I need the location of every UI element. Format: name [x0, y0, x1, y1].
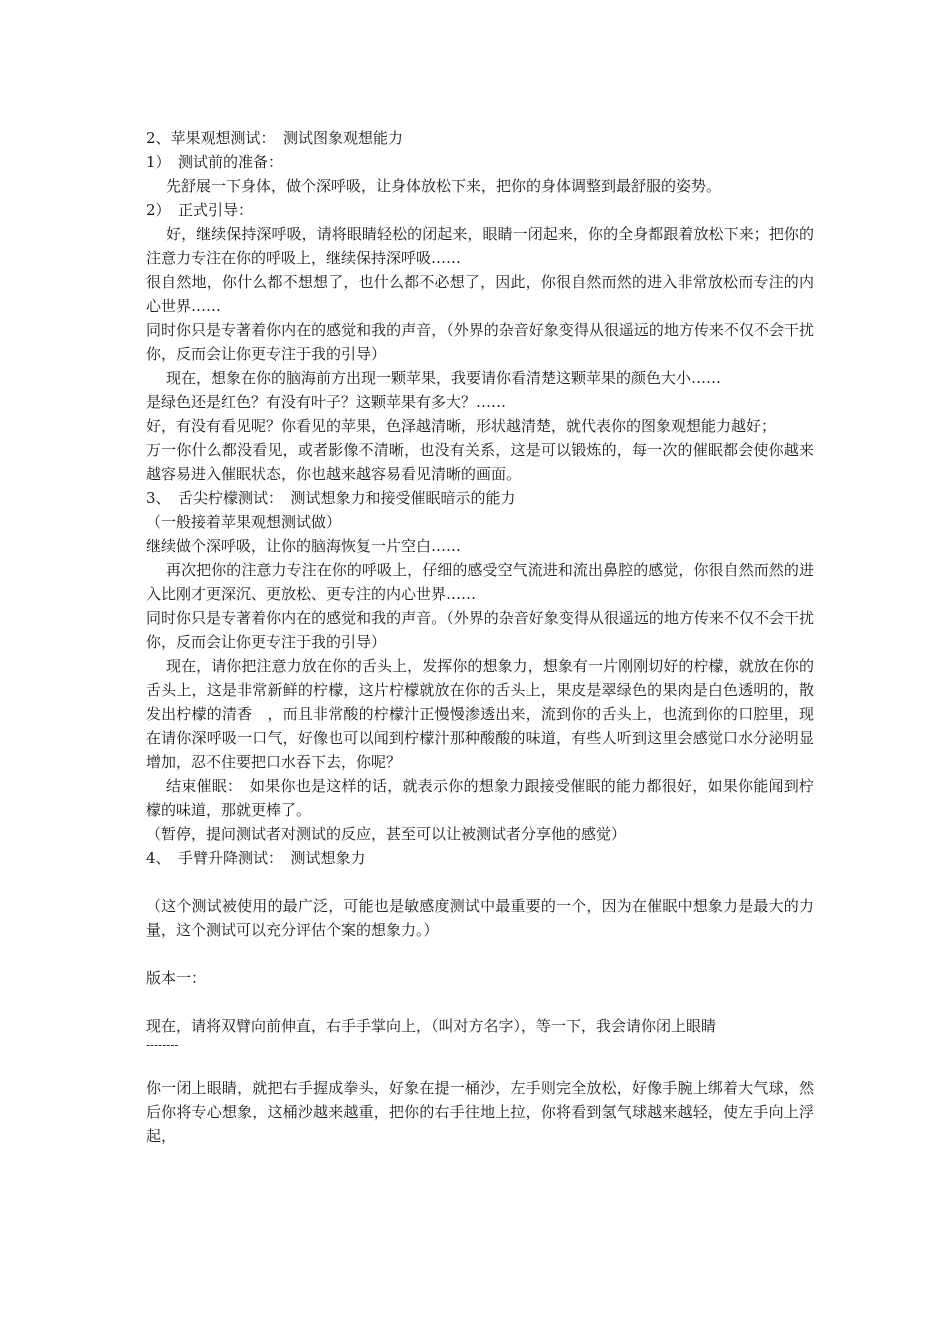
paragraph: （暂停，提问测试者对测试的反应，甚至可以让被测试者分享他的感觉）: [146, 825, 627, 843]
paragraph: 结束催眠： 如果你也是这样的话，就表示你的想象力跟接受催眠的能力都很好，如果你能闻到柠檬的味道，那就更棒了。: [146, 777, 814, 819]
step-heading-guidance: 2） 正式引导：: [146, 201, 254, 219]
paragraph: 好，继续保持深呼吸，请将眼睛轻松的闭起来，眼睛一闭起来，你的全身都跟着放松下来；把你的注意力专注在你的呼吸上，继续保持深呼吸……: [146, 225, 814, 267]
section-heading-arm-test: 4、 手臂升降测试： 测试想象力: [146, 849, 366, 867]
section-heading-apple-test: 2、苹果观想测试： 测试图象观想能力: [146, 129, 404, 147]
paragraph: 现在，请你把注意力放在你的舌头上，发挥你的想象力，想象有一片刚刚切好的柠檬，就放在你的舌头上，这是非常新鲜的柠檬，这片柠檬就放在你的舌头上，果皮是翠绿色的果肉是白色透明的，散发出柠檬的清香 ，而且非常酸的柠檬汁正慢慢渗透出来，流到你的舌头上，也流到你的口腔里，现在请你深呼吸一口气，好像也可以闻到柠檬汁那种酸酸的味道，有些人听到这里会感觉口水分泌明显增加，忍不住要把口水吞下去，你呢？: [146, 657, 814, 771]
blank-line: [146, 1052, 814, 1076]
paragraph: （这个测试被使用的最广泛，可能也是敏感度测试中最重要的一个，因为在催眠中想象力是最大的力量，这个测试可以充分评估个案的想象力。）: [146, 897, 814, 939]
paragraph: 同时你只是专著着你内在的感觉和我的声音。（外界的杂音好象变得从很遥远的地方传来不仅不会干扰你，反而会让你更专注于我的引导）: [146, 609, 814, 651]
paragraph: 是绿色还是红色？有没有叶子？这颗苹果有多大？……: [146, 393, 507, 411]
paragraph: 先舒展一下身体，做个深呼吸，让身体放松下来，把你的身体调整到最舒服的姿势。: [166, 177, 722, 195]
blank-line: [146, 870, 814, 894]
paragraph: 再次把你的注意力专注在你的呼吸上，仔细的感受空气流进和流出鼻腔的感觉，你很自然而然的进入比刚才更深沉、更放松、更专注的内心世界……: [146, 561, 814, 603]
dash-line: --------: [146, 1038, 179, 1052]
paragraph: （一般接着苹果观想测试做）: [146, 513, 342, 531]
blank-line: [146, 942, 814, 966]
version-label: 版本一：: [146, 969, 207, 987]
paragraph: 好，有没有看见呢？你看见的苹果，色泽越清晰，形状越清楚，就代表你的图象观想能力越好；: [146, 417, 777, 435]
step-heading-preparation: 1） 测试前的准备：: [146, 153, 284, 171]
blank-line: [146, 990, 814, 1014]
paragraph: 现在，想象在你的脑海前方出现一颗苹果，我要请你看清楚这颗苹果的颜色大小……: [166, 369, 722, 387]
paragraph: 万一你什么都没看见，或者影像不清晰，也没有关系，这是可以锻炼的，每一次的催眠都会使你越来越容易进入催眠状态，你也越来越容易看见清晰的画面。: [146, 441, 814, 483]
paragraph: 同时你只是专著着你内在的感觉和我的声音，（外界的杂音好象变得从很遥远的地方传来不仅不会干扰你，反而会让你更专注于我的引导）: [146, 321, 814, 363]
paragraph: 继续做个深呼吸，让你的脑海恢复一片空白……: [146, 537, 462, 555]
paragraph: 很自然地，你什么都不想想了，也什么都不必想了，因此，你很自然而然的进入非常放松而专注的内心世界……: [146, 273, 814, 315]
section-heading-lemon-test: 3、 舌尖柠檬测试： 测试想象力和接受催眠暗示的能力: [146, 489, 516, 507]
document-page: [146, 126, 814, 1148]
paragraph: 你一闭上眼睛，就把右手握成拳头，好象在提一桶沙，左手则完全放松，好像手腕上绑着大气球，然后你将专心想象，这桶沙越来越重，把你的右手往地上拉，你将看到氢气球越来越轻，使左手向上浮起，: [146, 1079, 814, 1145]
paragraph: 现在，请将双臂向前伸直，右手手掌向上，（叫对方名字），等一下，我会请你闭上眼睛: [146, 1017, 717, 1035]
